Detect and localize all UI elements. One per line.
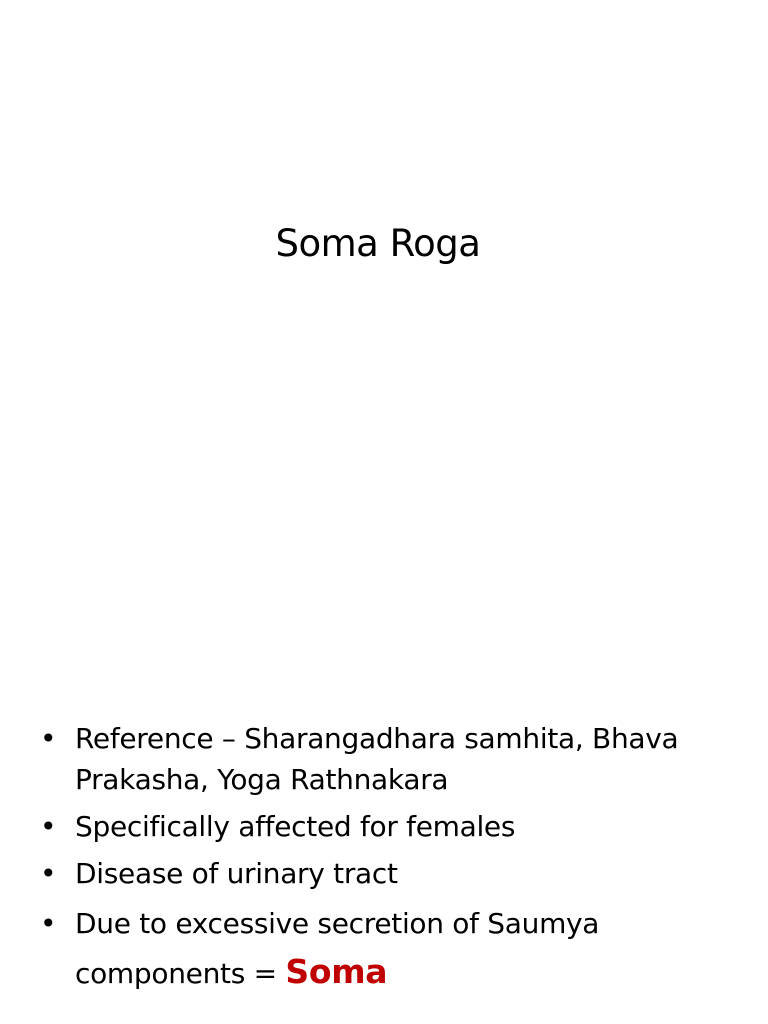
bullet-dot-icon: •: [40, 810, 57, 843]
bullet-text: Disease of urinary tract: [75, 857, 398, 890]
bullet-text: Reference – Sharangadhara samhita, Bhava Prakasha, Yoga Rathnakara: [75, 722, 679, 796]
bullet-list: [40, 718, 740, 1004]
slide-title: Soma Roga: [275, 222, 481, 265]
bullet-dot-icon: •: [40, 857, 57, 890]
bullet-dot-icon: •: [40, 907, 57, 940]
highlight-term: Soma: [285, 952, 388, 991]
bullet-item: [40, 718, 740, 800]
bullet-item: [40, 900, 740, 998]
bullet-item: [40, 806, 740, 847]
bullet-item: [40, 853, 740, 894]
bullet-text: Specifically affected for females: [75, 810, 516, 843]
bullet-text: Due to excessive secretion of Saumya components =: [75, 907, 600, 990]
bullet-dot-icon: •: [40, 722, 57, 755]
